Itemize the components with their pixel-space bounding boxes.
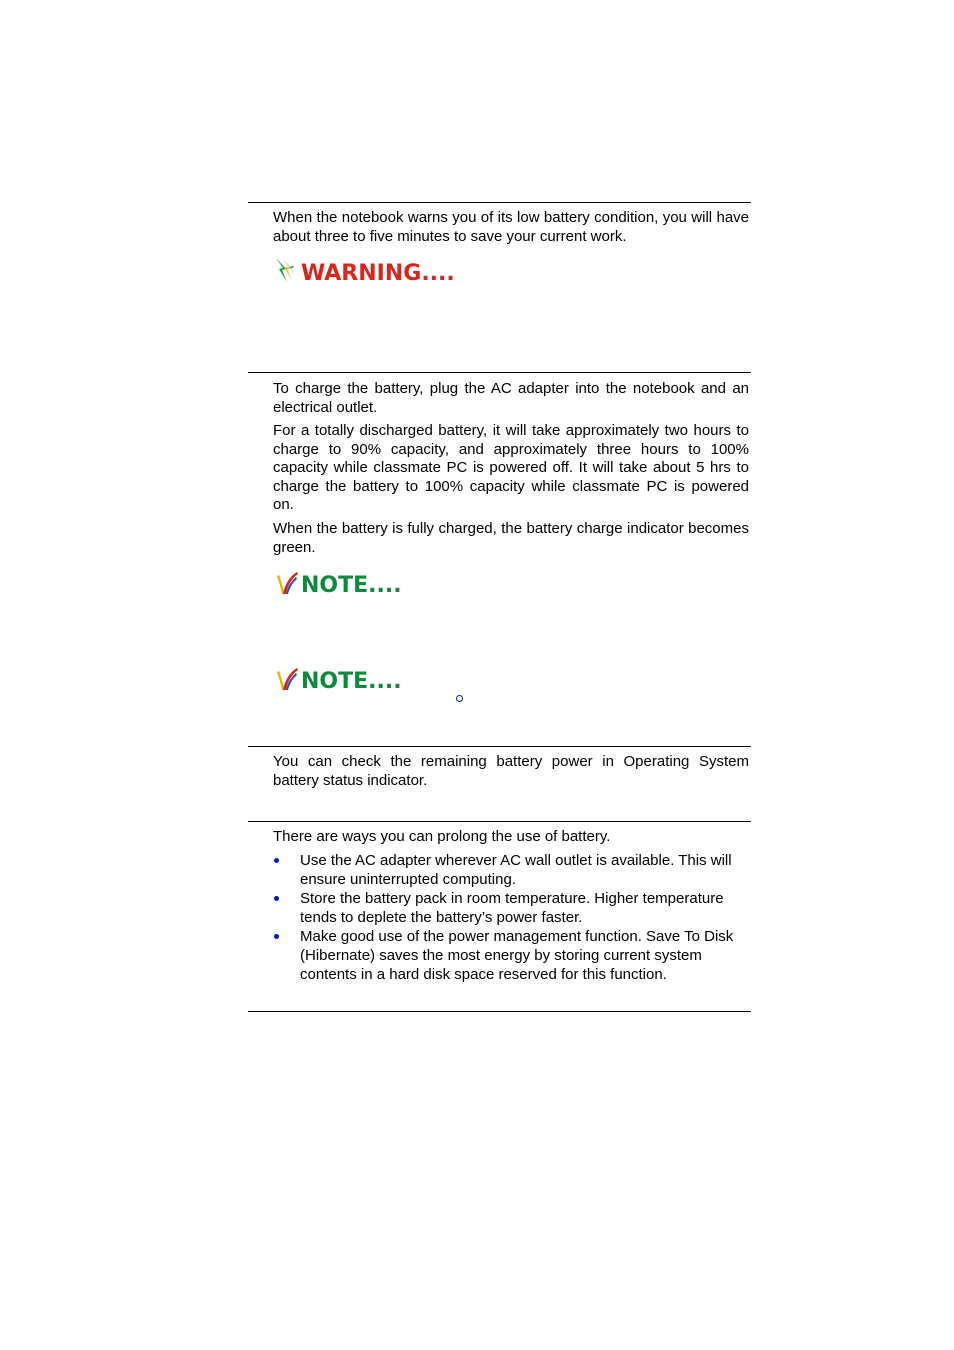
warning-heading: [273, 256, 473, 286]
prolong-intro: There are ways you can prolong the use of battery.: [273, 828, 611, 845]
section-divider-2: [248, 372, 751, 373]
bullet-icon: [274, 858, 279, 863]
note-heading-2: [273, 664, 413, 694]
degree-symbol: [456, 695, 463, 702]
bullet-icon: [274, 934, 279, 939]
list-item: [273, 927, 753, 984]
note-label: NOTE....: [301, 669, 402, 694]
list-item-text: Make good use of the power management function. Save To Disk (Hibernate) saves the most energy by storing current system contents in a hard disk space reserved for this function.: [300, 928, 734, 983]
list-item-text: Store the battery pack in room temperature. Higher temperature tends to deplete the battery’s power faster.: [300, 890, 724, 926]
low-battery-paragraph: When the notebook warns you of its low battery condition, you will have about three to five minutes to save your current work.: [273, 209, 749, 245]
section-divider-4: [248, 821, 751, 822]
charge-paragraph-2: For a totally discharged battery, it will take approximately two hours to charge to 90% capacity, and approximately three hours to 100% capacity while classmate PC is powered off. It will take about 5 hrs to charge the battery to 100% capacity while classmate PC is powered on.: [273, 422, 749, 513]
note-label: NOTE....: [301, 573, 402, 598]
section-divider-5: [248, 1011, 751, 1012]
warning-icon: [273, 256, 473, 286]
note-icon: [273, 664, 413, 694]
warning-label: WARNING....: [301, 261, 455, 286]
charge-paragraph-1: To charge the battery, plug the AC adapter into the notebook and an electrical outlet.: [273, 380, 749, 416]
section-divider-1: [248, 202, 751, 203]
section-divider-3: [248, 746, 751, 747]
list-item-text: Use the AC adapter wherever AC wall outlet is available. This will ensure uninterrupted computing.: [300, 852, 732, 888]
note-icon: [273, 568, 413, 598]
bullet-icon: [274, 896, 279, 901]
check-battery-paragraph: You can check the remaining battery power in Operating System battery status indicator.: [273, 753, 749, 789]
list-item: [273, 851, 753, 889]
note-heading-1: [273, 568, 413, 598]
list-item: [273, 889, 753, 927]
prolong-tips-list: [273, 851, 753, 984]
charge-paragraph-3: When the battery is fully charged, the battery charge indicator becomes green.: [273, 520, 749, 556]
